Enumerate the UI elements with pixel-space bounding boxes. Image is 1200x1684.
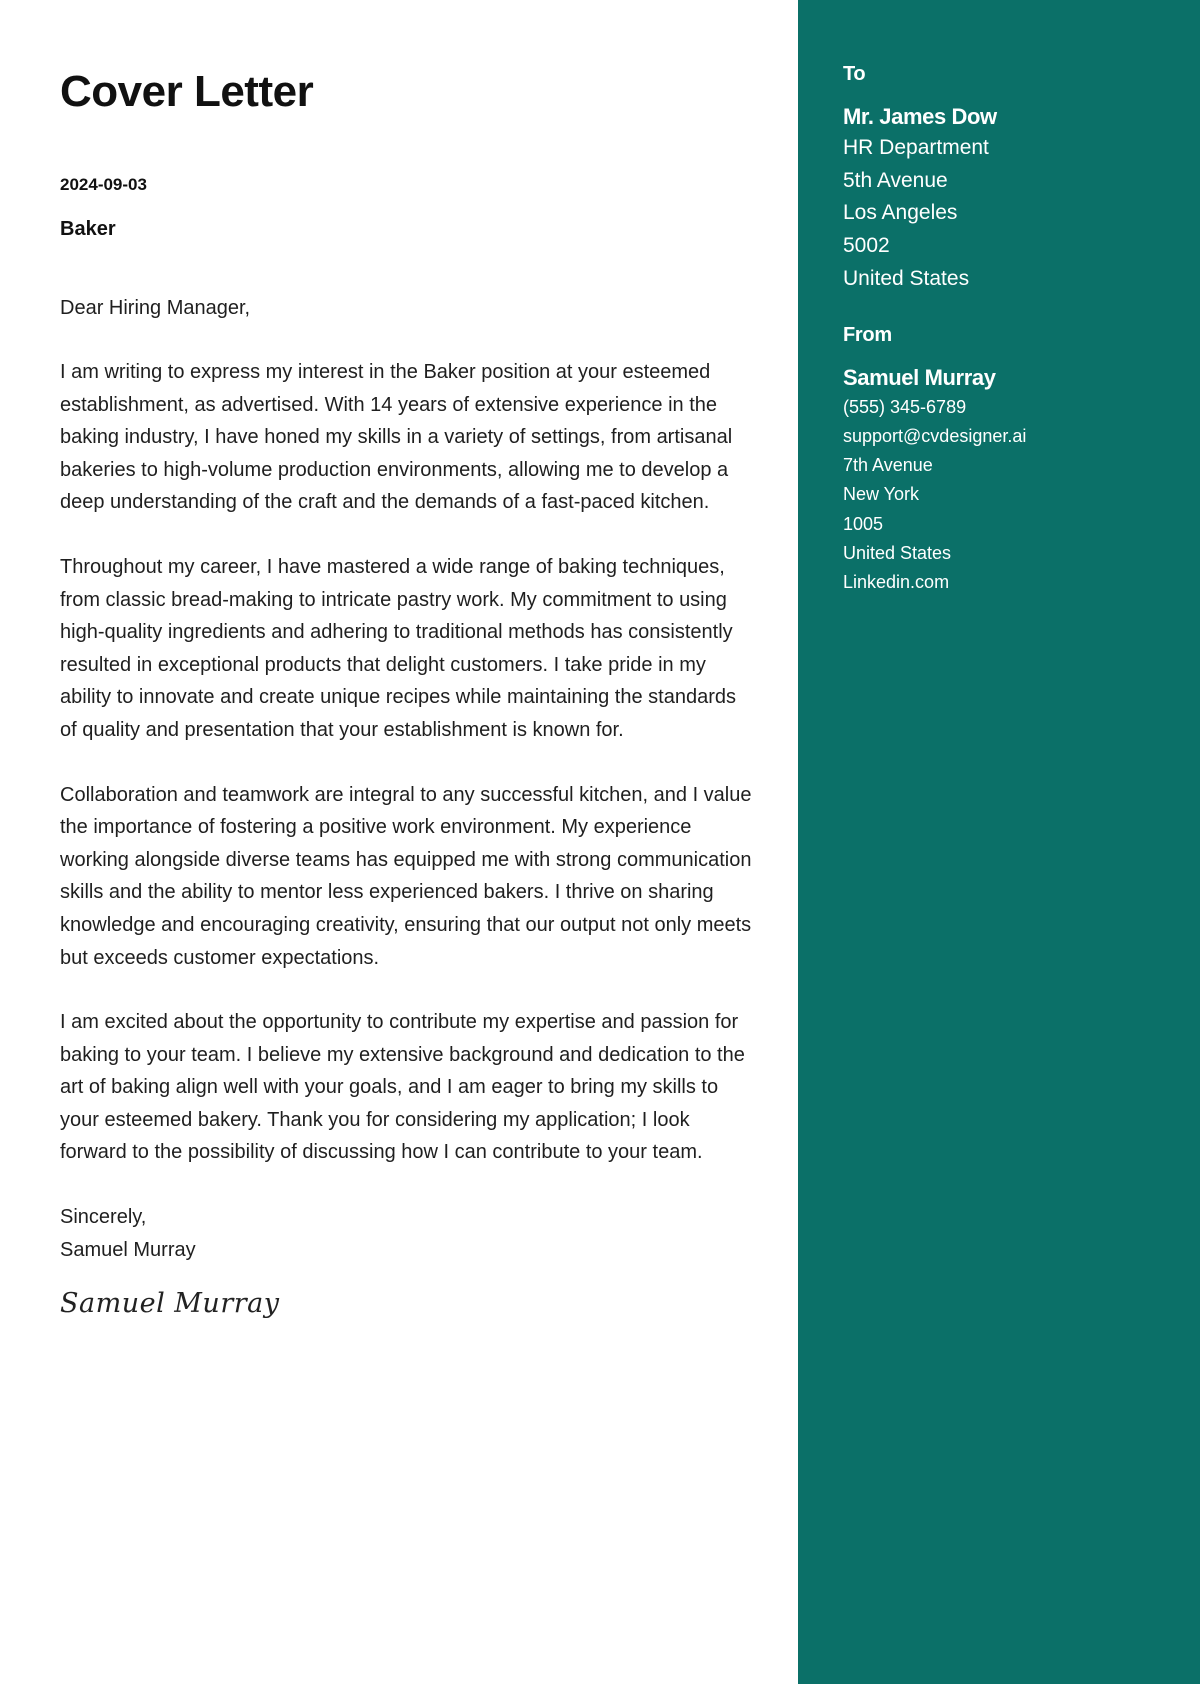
handwritten-signature: Samuel Murray xyxy=(60,1288,280,1320)
closing-block xyxy=(60,1201,752,1266)
sender-city: New York xyxy=(843,484,920,505)
recipient-name: Mr. James Dow xyxy=(843,104,997,129)
closing-phrase: Sincerely, xyxy=(60,1206,147,1229)
letter-paragraph: Throughout my career, I have mastered a wide range of baking techniques, from classic bread-making to intricate pastry work. My commitment to using high-quality ingredients and adhering to traditional methods has consistently resulted in exceptional products that delight customers. I take pride in my ability to innovate and create unique recipes while maintaining the standards of quality and presentation that your establishment is known for. xyxy=(60,555,736,741)
sender-street: 7th Avenue xyxy=(843,455,933,476)
recipient-department: HR Department xyxy=(843,136,989,159)
sender-name: Samuel Murray xyxy=(843,364,996,390)
sender-country: United States xyxy=(843,543,952,563)
job-title: Baker xyxy=(60,218,116,240)
letter-paragraph: I am writing to express my interest in the Baker position at your esteemed establishment, as advertised. With 14 years of extensive experience in the baking industry, I have honed my skills in a variety of settings, from artisanal bakeries to high-volume production environments, allowing me to develop a deep understanding of the craft and the demands of a fast-paced kitchen. xyxy=(60,361,733,514)
letter-paragraph: I am excited about the opportunity to contribute my expertise and passion for baking to your team. I believe my extensive background and dedication to the art of baking align well with your goals, and I am eager to bring my skills to your esteemed bakery. Thank you for considering my application; I look forward to the possibility of discussing how I can contribute to your team. xyxy=(60,1011,745,1164)
sender-block xyxy=(843,321,1180,598)
page-title: Cover Letter xyxy=(60,67,314,116)
closing-name: Samuel Murray xyxy=(60,1238,196,1261)
sender-email: support@cvdesigner.ai xyxy=(843,425,1027,446)
recipient-postcode: 5002 xyxy=(843,234,890,258)
letter-date: 2024-09-03 xyxy=(60,175,147,194)
sender-linkedin: Linkedin.com xyxy=(843,572,950,593)
contact-sidebar xyxy=(798,0,1200,1684)
recipient-city: Los Angeles xyxy=(843,201,958,225)
sender-postcode: 1005 xyxy=(843,513,884,534)
from-heading: From xyxy=(843,323,892,346)
salutation: Dear Hiring Manager, xyxy=(60,297,251,319)
recipient-country: United States xyxy=(843,266,970,290)
letter-paragraph: Collaboration and teamwork are integral to any successful kitchen, and I value the importance of fostering a positive work environment. My experience working alongside diverse teams has equipped me with strong communication skills and the ability to mentor less experienced bakers. I thrive on sharing knowledge and encouraging creativity, ensuring that our output not only meets but exceeds customer expectations. xyxy=(60,783,752,969)
recipient-street: 5th Avenue xyxy=(843,168,948,192)
sender-phone: (555) 345-6789 xyxy=(843,396,967,417)
recipient-block xyxy=(843,60,1180,296)
to-heading: To xyxy=(843,63,866,85)
